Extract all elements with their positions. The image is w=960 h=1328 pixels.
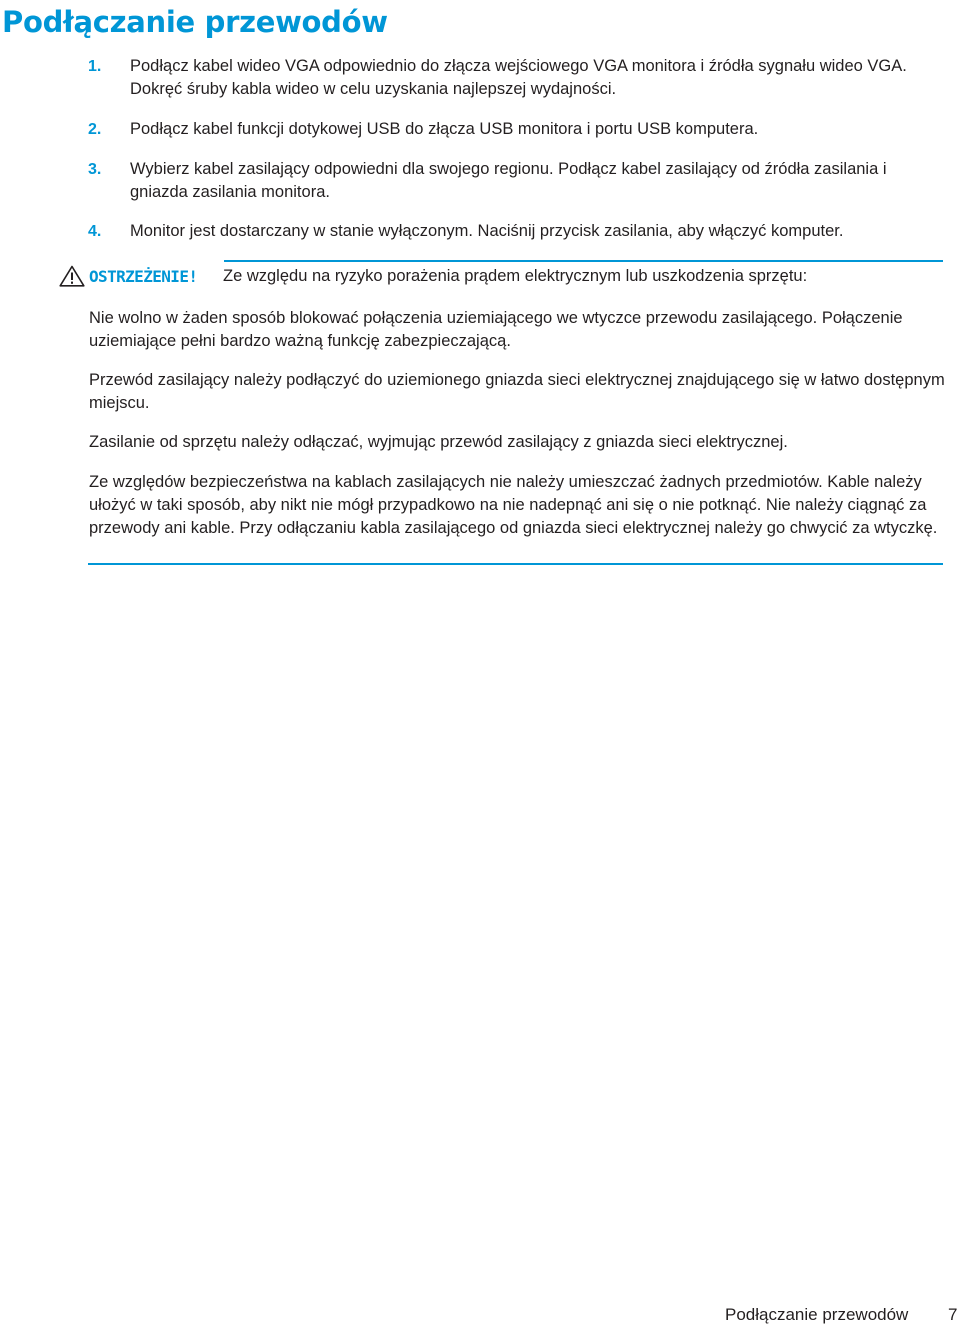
- step-text: Monitor jest dostarczany w stanie wyłączonym. Naciśnij przycisk zasilania, aby włączyć komputer.: [130, 222, 844, 240]
- step-text: Wybierz kabel zasilający odpowiedni dla swojego regionu. Podłącz kabel zasilający od źródła zasilania i gniazda zasilania monitora.: [130, 160, 887, 201]
- warning-paragraph: Zasilanie od sprzętu należy odłączać, wyjmując przewód zasilający z gniazda sieci elektrycznej.: [89, 433, 788, 451]
- warning-label: OSTRZEŻENIE!: [89, 267, 198, 286]
- warning-triangle-icon: [59, 265, 85, 287]
- warning-intro: Ze względu na ryzyko porażenia prądem elektrycznym lub uszkodzenia sprzętu:: [223, 267, 808, 285]
- footer-section-title: Podłączanie przewodów: [725, 1305, 909, 1324]
- step-number: 1.: [88, 58, 102, 75]
- step-number: 2.: [88, 121, 102, 138]
- page-title: Podłączanie przewodów: [2, 5, 388, 39]
- step-text: Podłącz kabel funkcji dotykowej USB do złącza USB monitora i portu USB komputera.: [130, 120, 759, 138]
- step-number: 4.: [88, 223, 102, 240]
- warning-paragraph: Ze względów bezpieczeństwa na kablach zasilających nie należy umieszczać żadnych przedmiotów. Kable należy ułożyć w taki sposób, aby nikt nie mógł przypadkowo na nie nadepnąć ani się o nie potknąć. Nie należy ciągnąć za przewody ani kable. Przy odłączaniu kabla zasilającego od gniazda sieci elektrycznej należy go chwycić za wtyczkę.: [89, 473, 938, 537]
- footer-page-number: 7: [948, 1305, 958, 1324]
- step-number: 3.: [88, 161, 102, 178]
- step-text: Podłącz kabel wideo VGA odpowiednio do złącza wejściowego VGA monitora i źródła sygnału wideo VGA. Dokręć śruby kabla wideo w celu uzyskania najlepszej wydajności.: [130, 57, 907, 98]
- warning-top-rule: [224, 260, 943, 262]
- warning-bottom-rule: [88, 563, 943, 565]
- warning-paragraph: Nie wolno w żaden sposób blokować połączenia uziemiającego we wtyczce przewodu zasilającego. Połączenie uziemiające pełni bardzo ważną funkcję zabezpieczającą.: [89, 309, 903, 350]
- warning-paragraph: Przewód zasilający należy podłączyć do uziemionego gniazda sieci elektrycznej znajdującego się w łatwo dostępnym miejscu.: [89, 371, 945, 412]
